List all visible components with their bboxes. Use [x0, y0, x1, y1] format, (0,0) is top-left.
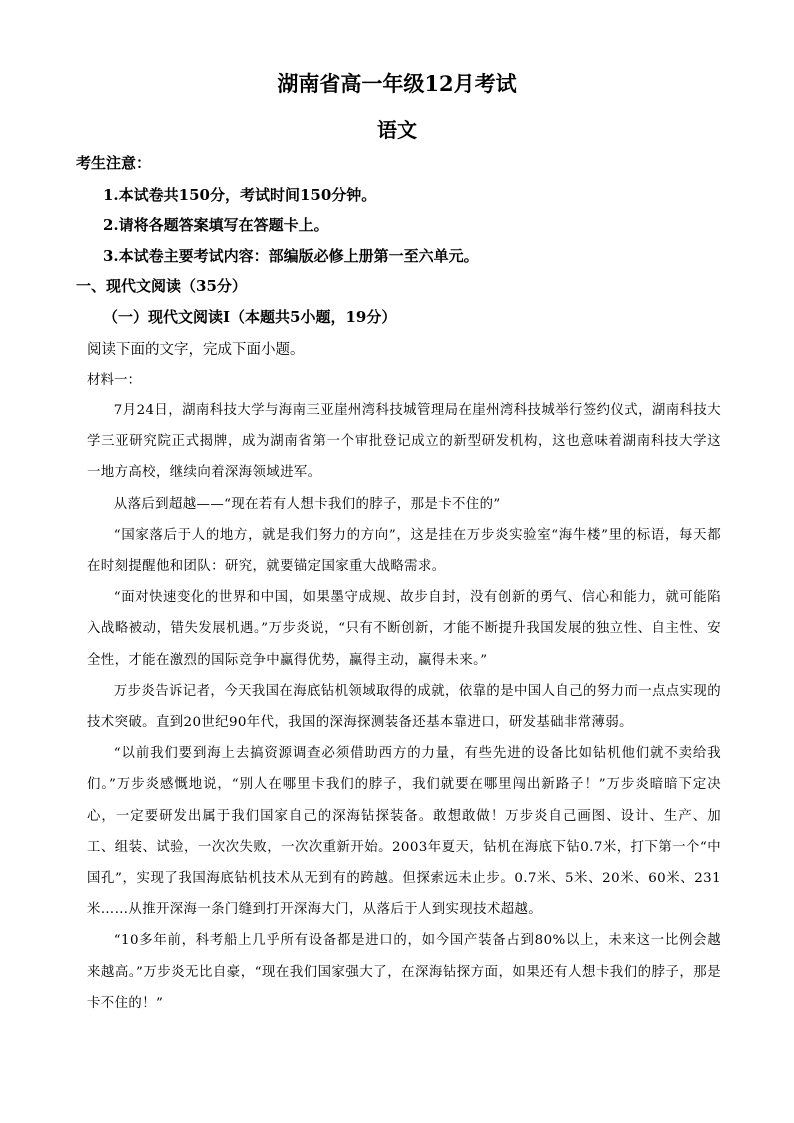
notice-heading: 考生注意：	[76, 154, 152, 172]
notice-item-3: 3.本试卷主要考试内容：部编版必修上册第一至六单元。	[103, 247, 479, 265]
material-label: 材料一：	[87, 372, 141, 388]
notice-item-1: 1.本试卷共150分，考试时间150分钟。	[103, 186, 377, 204]
reading-instruction: 阅读下面的文字，完成下面小题。	[87, 342, 305, 358]
passage-paragraph: “面对快速变化的世界和中国，如果墨守成规、故步自封，没有创新的勇气、信心和能力，就可能陷入战略被动，错失发展机遇。”万步炎说，“只有不断创新，才能不断提升我国发展的独立性、自主性、安全性，才能在激烈的国际竞争中赢得优势，赢得主动，赢得未来。”	[87, 590, 721, 668]
passage-paragraph: 万步炎告诉记者，今天我国在海底钻机领域取得的成就，依靠的是中国人自己的努力而一点点实现的技术突破。直到20世纪90年代，我国的深海探测装备还基本靠进口，研发基础非常薄弱。	[87, 683, 721, 731]
notice-item-2: 2.请将各题答案填写在答题卡上。	[103, 216, 329, 234]
section-heading: 一、现代文阅读（35分）	[76, 277, 247, 295]
passage-paragraph: “10多年前，科考船上几乎所有设备都是进口的，如今国产装备占到80%以上，未来这一比例会越来越高。”万步炎无比自豪，“现在我们国家强大了，在深海钻探方面，如果还有人想卡我们的脖子，那是卡不住的！”	[87, 933, 721, 1011]
passage-paragraph: “以前我们要到海上去搞资源调查必须借助西方的力量，有些先进的设备比如钻机他们就不卖给我们。”万步炎感慨地说，“别人在哪里卡我们的脖子，我们就要在哪里闯出新路子！”万步炎暗暗下定决心，一定要研发出属于我们国家自己的深海钻探装备。敢想敢做！万步炎自己画图、设计、生产、加工、组装、试验，一次次失败，一次次重新开始。2003年夏天，钻机在海底下钻0.7米，打下第一个“中国孔”，实现了我国海底钻机技术从无到有的跨越。但探索远未止步。0.7米、5米、20米、60米、231米……从推开深海一条门缝到打开深海大门，从落后于人到实现技术超越。	[87, 746, 721, 918]
exam-subject: 语文	[377, 118, 417, 142]
passage-paragraph: 从落后到超越——“现在若有人想卡我们的脖子，那是卡不住的”	[113, 496, 501, 512]
passage	[87, 395, 721, 1019]
passage-paragraph: “国家落后于人的地方，就是我们努力的方向”，这是挂在万步炎实验室“海牛楼”里的标语，每天都在时刻提醒他和团队：研究，就要锚定国家重大战略需求。	[87, 527, 721, 575]
sub-section-heading: （一）现代文阅读Ⅰ（本题共5小题，19分）	[103, 308, 397, 326]
passage-paragraph: 7月24日，湖南科技大学与海南三亚崖州湾科技城管理局在崖州湾科技城举行签约仪式，湖南科技大学三亚研究院正式揭牌，成为湖南省第一个审批登记成立的新型研发机构，这也意味着湖南科技大学这一地方高校，继续向着深海领域进军。	[87, 403, 721, 481]
exam-title: 湖南省高一年级12月考试	[277, 71, 517, 96]
